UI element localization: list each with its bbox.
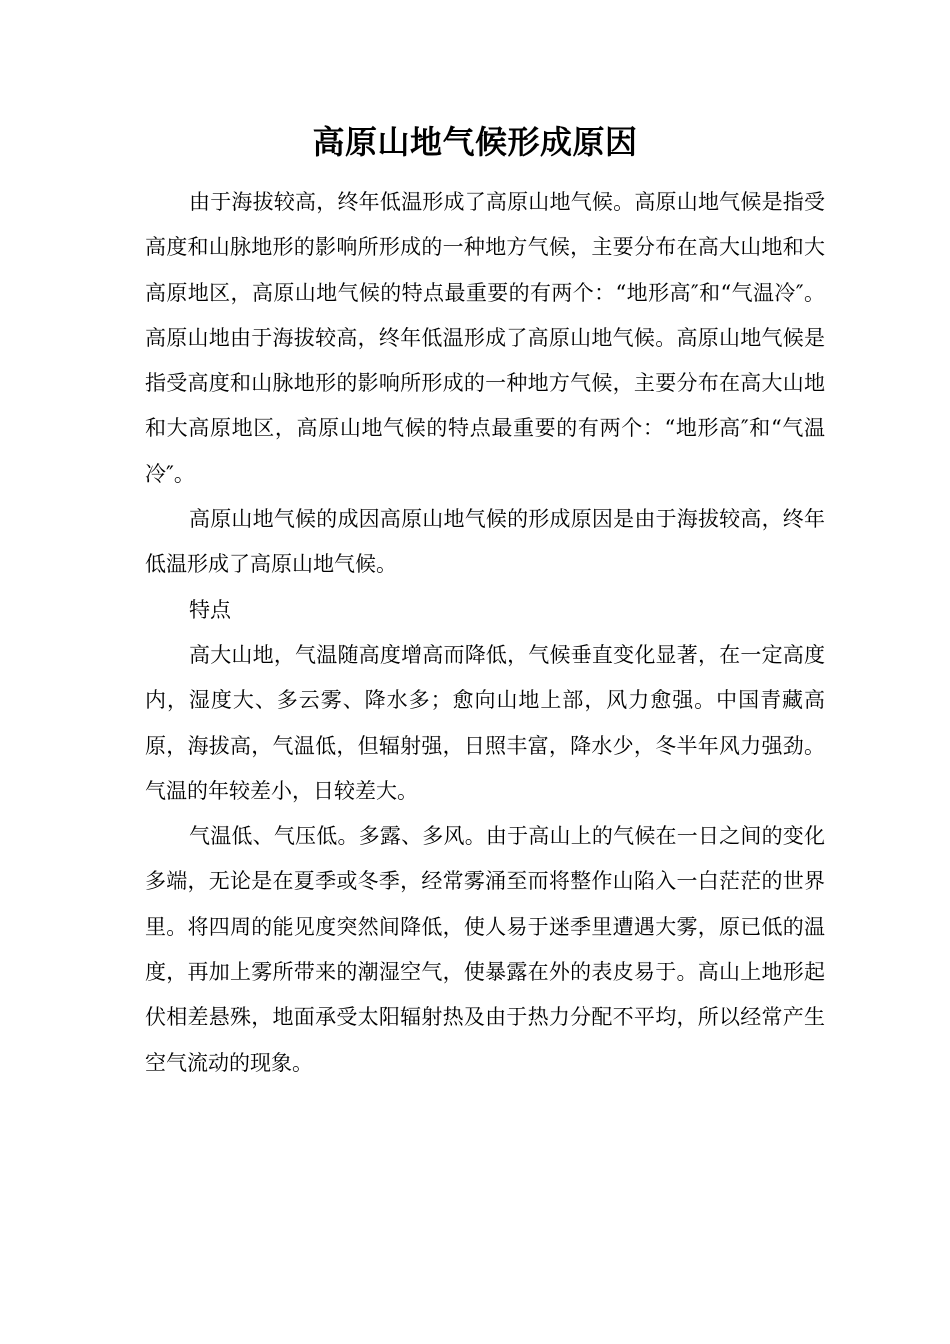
paragraph-features: 高大山地，气温随高度增高而降低，气候垂直变化显著，在一定高度内，湿度大、多云雾、降水多；愈向山地上部，风力愈强。中国青藏高原，海拔高，气温低，但辐射强，日照丰富，降水少，冬半年风力强劲。气温的年较差小，日较差大。	[145, 642, 825, 803]
paragraph-cause: 高原山地气候的成因高原山地气候的形成原因是由于海拔较高，终年低温形成了高原山地气候。	[145, 507, 825, 577]
section-heading-features: 特点	[189, 597, 231, 622]
paragraph-weather: 气温低、气压低。多露、多风。由于高山上的气候在一日之间的变化多端，无论是在夏季或冬季，经常雾涌至而将整作山陷入一白茫茫的世界里。将四周的能见度突然间降低，使人易于迷季里遭遇大雾，原已低的温度，再加上雾所带来的潮湿空气，使暴露在外的表皮易于。高山上地形起伏相差悬殊，地面承受太阳辐射热及由于热力分配不平均，所以经常产生空气流动的现象。	[145, 824, 825, 1075]
document-body	[145, 180, 825, 1086]
paragraph-intro: 由于海拔较高，终年低温形成了高原山地气候。高原山地气候是指受高度和山脉地形的影响所形成的一种地方气候，主要分布在高大山地和大高原地区，高原山地气候的特点最重要的有两个：“地形高″和“气温冷″。高原山地由于海拔较高，终年低温形成了高原山地气候。高原山地气候是指受高度和山脉地形的影响所形成的一种地方气候，主要分布在高大山地和大高原地区，高原山地气候的特点最重要的有两个：“地形高″和“气温冷″。	[145, 190, 825, 486]
page-title: 高原山地气候形成原因	[312, 123, 638, 161]
